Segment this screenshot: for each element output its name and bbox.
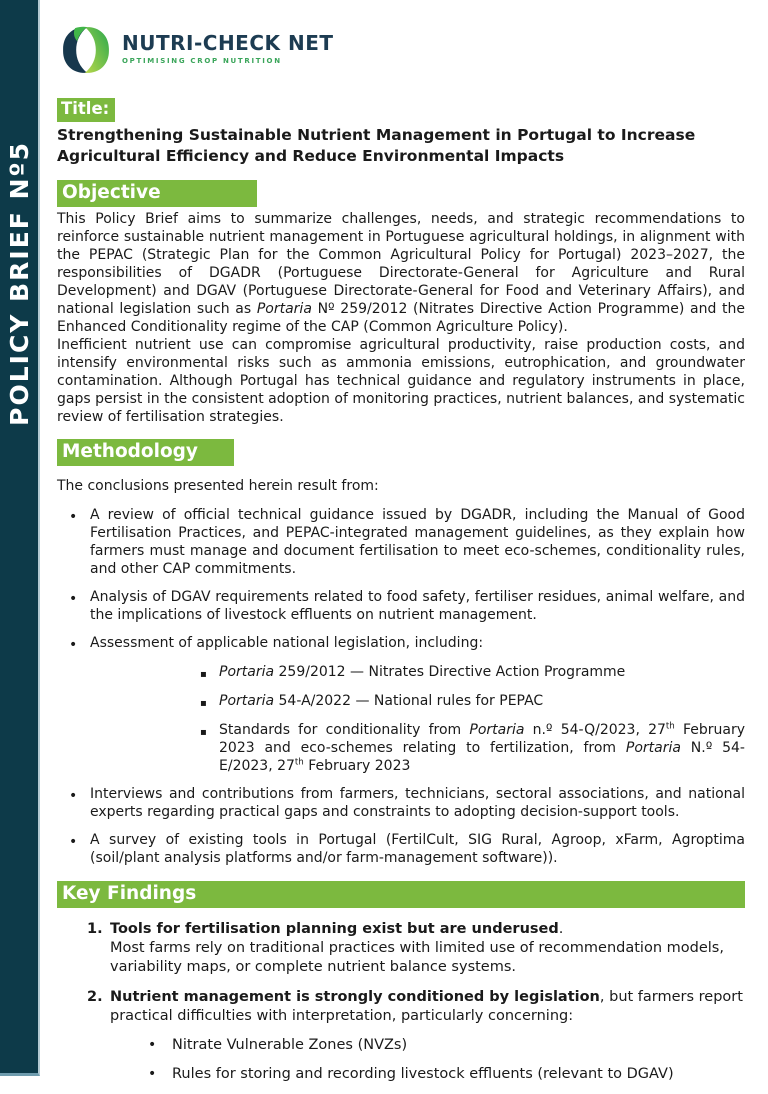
- finding-body: [110, 920, 745, 977]
- objective-paragraph-1: This Policy Brief aims to summarize challenges, needs, and strategic recommendations to reinforce sustainable nutrient management in Portuguese agricultural holdings, in alignment with the PEPAC (Strategic Plan for the Common Agricultural Policy for Portugal) 2023–2027, the responsibilities of DGADR (Portuguese Directorate-General for Agriculture and Rural Development) and DGAV (Portuguese Directorate-General for Food and Veterinary Affairs), and national legislation such as Portaria Nº 259/2012 (Nitrates Directive Action Programme) and the Enhanced Conditionality regime of the CAP (Common Agriculture Policy).: [57, 210, 745, 335]
- finding-body: [110, 988, 745, 1094]
- bullet-square-icon: [200, 721, 219, 775]
- sub-bullet-text: Nitrate Vulnerable Zones (NVZs): [172, 1037, 408, 1054]
- methodology-section: [57, 439, 745, 867]
- bullet-dot-icon: [57, 634, 90, 653]
- list-item: [148, 1065, 745, 1084]
- methodology-intro: The conclusions presented herein result from:: [57, 478, 379, 495]
- list-item: [148, 1036, 745, 1055]
- nutri-check-logo: [62, 26, 745, 82]
- bullet-dot-icon: [148, 1036, 172, 1055]
- list-item: [200, 663, 745, 682]
- finding-number: 1.: [87, 921, 103, 938]
- key-findings-list: [87, 920, 745, 1094]
- objective-section: [57, 180, 745, 426]
- brand-text: [122, 26, 334, 65]
- list-item: [57, 506, 745, 578]
- policy-brief-number-text: POLICY BRIEF Nº5: [4, 140, 34, 426]
- sub-bullet-text: Portaria 259/2012 — Nitrates Directive Action Programme: [219, 664, 626, 681]
- methodology-heading: Methodology: [57, 439, 234, 466]
- finding-item: [87, 920, 745, 977]
- document-page: [40, 0, 768, 1087]
- sub-bullet-text: Portaria 54-A/2022 — National rules for PEPAC: [219, 693, 544, 710]
- finding-item: [87, 988, 745, 1094]
- objective-heading: Objective: [57, 180, 257, 207]
- sub-bullet-text: Standards for conditionality from Portaria n.º 54-Q/2023, 27th February 2023 and eco-schemes relating to fertilization, from Portaria N.º 54-E/2023, 27th February 2023: [219, 721, 746, 775]
- bullet-dot-icon: [57, 588, 90, 624]
- finding-lead: Tools for fertilisation planning exist but are underused.: [110, 921, 564, 938]
- bullet-text: Assessment of applicable national legislation, including:: [90, 635, 484, 652]
- bullet-text: A survey of existing tools in Portugal (FertilCult, SIG Rural, Agroop, xFarm, Agroptima (soil/plant analysis platforms and/or farm-management software)).: [90, 832, 745, 867]
- bullet-text: Analysis of DGAV requirements related to food safety, fertiliser residues, animal welfare, and the implications of livestock effluents on nutrient management.: [90, 589, 745, 624]
- sub-bullet-text: Rules for storing and recording livestock effluents (relevant to DGAV): [172, 1066, 674, 1083]
- finding-detail: Most farms rely on traditional practices with limited use of recommendation models, variability maps, or complete nutrient balance systems.: [110, 940, 724, 976]
- bullet-dot-icon: [57, 831, 90, 867]
- objective-paragraph-2: Inefficient nutrient use can compromise agricultural productivity, raise production costs, and intensify environmental risks such as ammonia emissions, eutrophication, and groundwater contamination. Although Portugal has technical guidance and regulatory instruments in place, gaps persist in the consistent adoption of monitoring practices, nutrient balances, and systematic review of fertilisation strategies.: [57, 336, 745, 425]
- bullet-dot-icon: [148, 1065, 172, 1084]
- brand-tagline: OPTIMISING CROP NUTRITION: [122, 57, 282, 65]
- list-item: [200, 692, 745, 711]
- bullet-text: Interviews and contributions from farmers, technicians, sectoral associations, and national experts regarding practical gaps and constraints to adopting decision-support tools.: [90, 786, 745, 821]
- brand-name: NUTRI-CHECK NET: [122, 31, 334, 55]
- list-item: [57, 588, 745, 624]
- leaf-logo-icon: [62, 26, 110, 74]
- key-findings-section: [57, 881, 745, 1094]
- policy-brief-number: [0, 140, 38, 426]
- list-item: [57, 785, 745, 821]
- key-findings-heading: Key Findings: [57, 881, 745, 908]
- list-item: [57, 634, 745, 653]
- document-title: Strengthening Sustainable Nutrient Management in Portugal to Increase Agricultural Efficiency and Reduce Environmental Impacts: [57, 125, 696, 165]
- methodology-bullet-list: [57, 506, 745, 867]
- bullet-dot-icon: [57, 785, 90, 821]
- legislation-sublist: [200, 663, 745, 775]
- bullet-square-icon: [200, 663, 219, 682]
- bullet-square-icon: [200, 692, 219, 711]
- list-item: [200, 721, 745, 775]
- finding-lead: Nutrient management is strongly conditioned by legislation, but farmers report practical difficulties with interpretation, particularly concerning:: [110, 989, 743, 1025]
- list-item: [57, 831, 745, 867]
- finding-sublist: [148, 1036, 745, 1084]
- bullet-dot-icon: [57, 506, 90, 578]
- title-section: [57, 98, 745, 167]
- bullet-text: A review of official technical guidance issued by DGADR, including the Manual of Good Fertilisation Practices, and PEPAC-integrated management guidelines, as they explain how farmers must manage and document fertilisation to meet eco-schemes, conditionality rules, and other CAP commitments.: [90, 507, 745, 578]
- finding-number: 2.: [87, 989, 103, 1006]
- title-label: Title:: [57, 98, 115, 122]
- policy-brief-sidebar: [0, 0, 40, 1076]
